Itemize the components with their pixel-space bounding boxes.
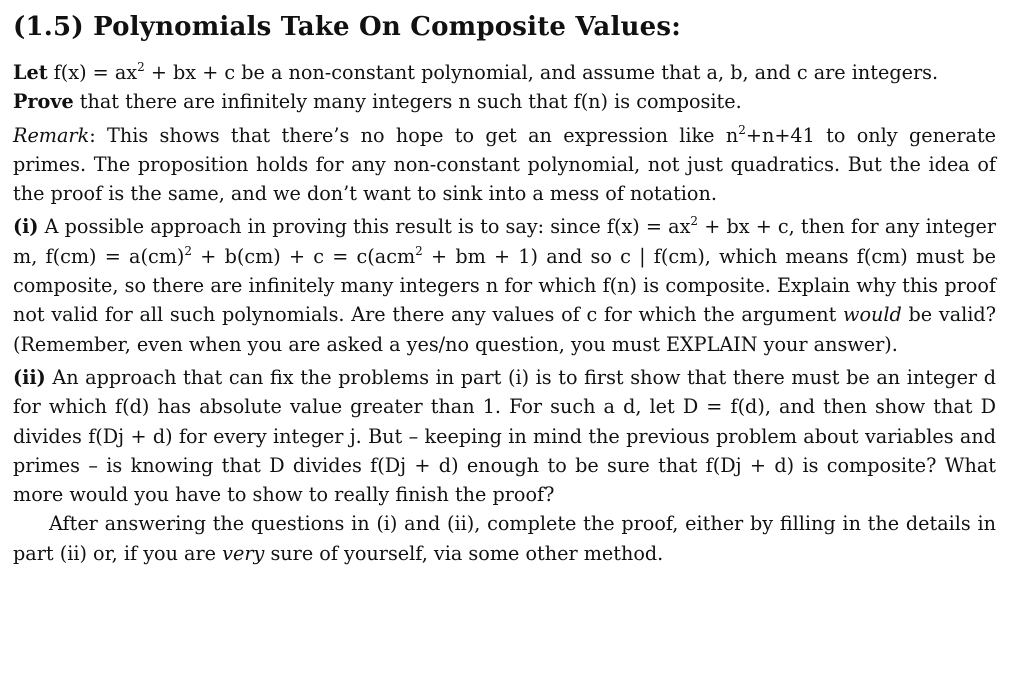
let-label: Let	[13, 61, 48, 84]
let-exponent: 2	[137, 60, 145, 74]
let-text-2: + bx + c be a non-constant polynomial, and assume that a, b, and c are integers.	[144, 61, 939, 84]
closing-emphasis: very	[222, 541, 265, 565]
remark-label: Remark	[13, 123, 90, 147]
part-i-emphasis: would	[843, 303, 902, 327]
prove-label: Prove	[13, 90, 74, 114]
problem-statement	[13, 58, 996, 117]
part-ii-label: (ii)	[13, 365, 46, 389]
remark-paragraph	[13, 121, 996, 209]
part-i-paragraph	[13, 212, 996, 358]
closing-text-2: sure of yourself, via some other method.	[264, 541, 664, 565]
part-i-exponent-2: 2	[184, 243, 193, 258]
part-i-text-5: be valid? (Remember, even when you are asked a yes/no question, you must EXPLAIN your answer).	[13, 303, 996, 356]
part-i-text-1: A possible approach in proving this result is to say: since f(x) = ax	[38, 215, 691, 239]
let-text-1: f(x) = ax	[53, 61, 138, 84]
remark-text-1: : This shows that there’s no hope to get an expression like n	[89, 123, 739, 147]
prove-text: that there are infinitely many integers n such that f(n) is composite.	[73, 90, 742, 114]
closing-paragraph	[13, 509, 996, 568]
part-i-text-3: + b(cm) + c = c(acm	[192, 244, 416, 268]
part-ii-paragraph	[13, 363, 996, 509]
part-i-text-2: + bx + c, then for any integer m, f(cm) = a(cm)	[13, 215, 996, 268]
part-i-label: (i)	[13, 215, 39, 239]
remark-exponent: 2	[738, 122, 746, 137]
part-i-exponent-3: 2	[415, 243, 423, 258]
closing-text-1: After answering the questions in (i) and (ii), complete the proof, either by filling in the details in part (ii) or, if you are	[13, 512, 996, 565]
part-ii-text: An approach that can fix the problems in part (i) is to first show that there must be an integer d for which f(d) has absolute value greater than 1. For such a d, let D = f(d), and then show that D divides f(Dj + d) for every integer j. But – keeping in mind the previous problem about variables and primes – is knowing that D divides f(Dj + d) enough to be sure that f(Dj + d) is composite? What more would you have to show to really finish the proof?	[13, 365, 996, 507]
part-i-exponent-1: 2	[690, 214, 699, 229]
remark-text-2: +n+41 to only generate primes. The proposition holds for any non-constant polynomial, not just quadratics. But the idea of the proof is the same, and we don’t want to sink into a mess of notation.	[13, 123, 997, 206]
problem-title: (1.5) Polynomials Take On Composite Values:	[13, 12, 682, 42]
part-i-text-4: + bm + 1) and so c | f(cm), which means f(cm) must be composite, so there are infinitely many integers n for which f(n) is composite. Explain why this proof not valid for all such polynomials. Are there any values of c for which the argument	[13, 244, 996, 327]
